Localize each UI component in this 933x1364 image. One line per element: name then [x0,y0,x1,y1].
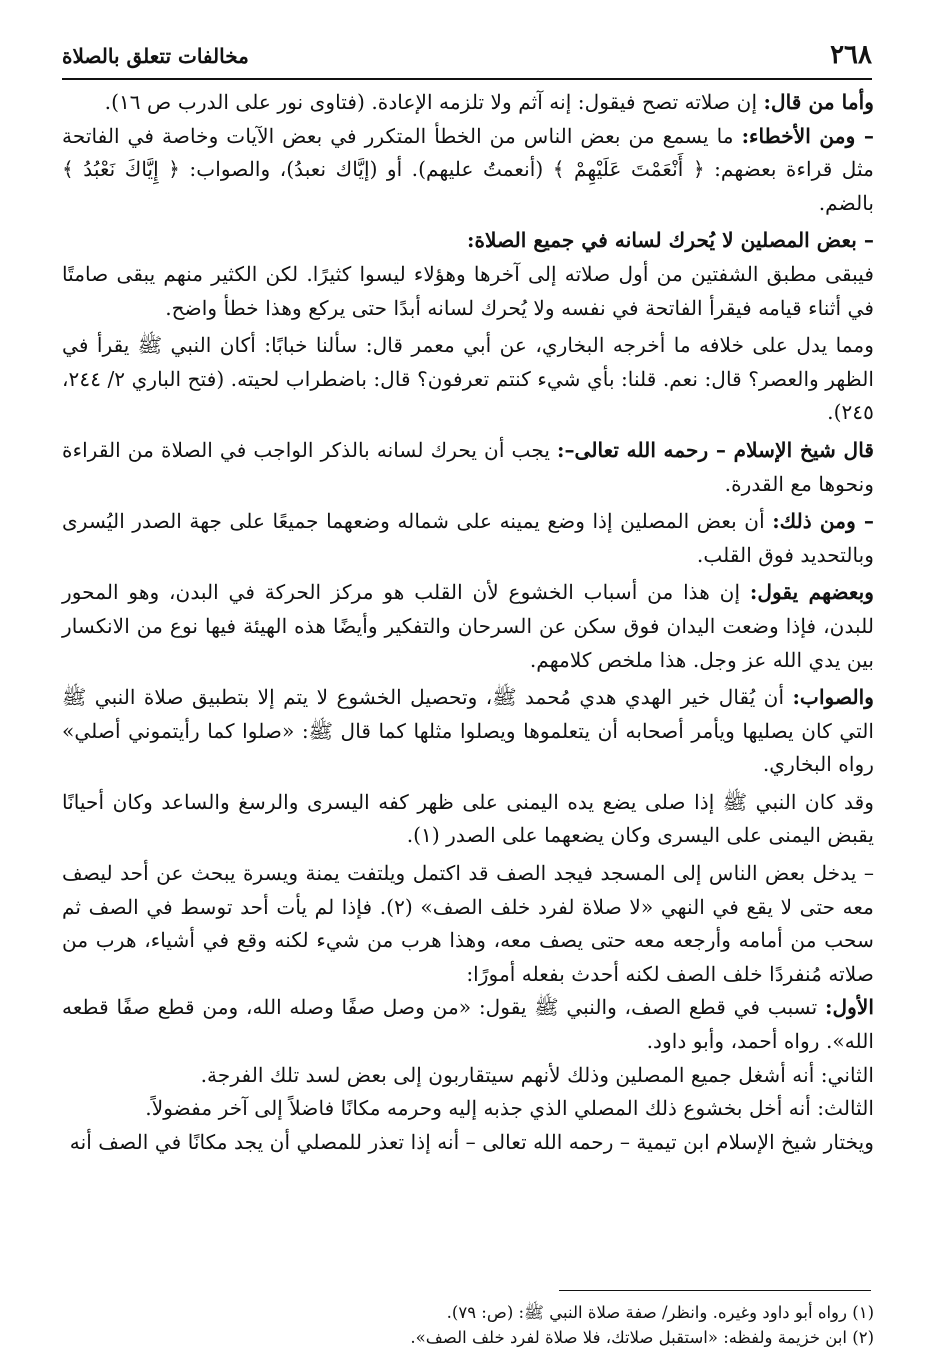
paragraph-text: ويختار شيخ الإسلام ابن تيمية – رحمه الله تعالى – أنه إذا تعذر للمصلي أن يجد مكانًا في الصف أنه [69,1129,874,1154]
paragraph [62,329,874,430]
footnote: (٢) ابن خزيمة ولفظه: «استقبل صلاتك، فلا صلاة لفرد خلف الصف». [410,1328,874,1347]
main-text [62,86,874,1159]
paragraph-lead: وأما من قال: [763,90,874,114]
paragraph [62,1059,874,1093]
paragraph-lead: الأول: [825,995,874,1020]
running-title: مخالفات تتعلق بالصلاة [62,44,249,68]
paragraph-text: أن يُقال خير الهدي هدي مُحمد ﷺ، وتحصيل الخشوع لا يتم إلا بتطبيق صلاة النبي ﷺ التي كان يصليها ويأمر أصحابه أن يتعلموها ويصلوا مثلها كما قال ﷺ: «صلوا كما رأيتموني أصلي» رواه البخاري. [62,685,874,777]
paragraph [62,1126,874,1160]
paragraph-text: تسبب في قطع الصف، والنبي ﷺ يقول: «من وصل صفًا وصله الله، ومن قطع صفًا قطعه الله». رواه أحمد، وأبو داود. [62,995,874,1054]
paragraph [62,505,874,572]
paragraph-text: فيبقى مطبق الشفتين من أول صلاته إلى آخرها وهؤلاء ليسوا كثيرًا. لكن الكثير منهم يبقى صامتًا في أثناء قيامه فيقرأ الفاتحة في نفسه ولا يُحرك لسانه أبدًا حتى يركع وهذا خطأ واضح. [62,261,874,320]
paragraph [62,224,874,258]
paragraph [62,857,874,991]
paragraph [62,786,874,853]
page-header [62,38,872,80]
paragraph-lead: – ومن الأخطاء: [741,123,874,148]
paragraph-text: أن بعض المصلين إذا وضع يمينه على شماله وضعهما جميعًا على جهة الصدر اليُسرى وبالتحديد فوق القلب. [62,509,874,567]
paragraph-text: الثاني: أنه أشغل جميع المصلين وذلك لأنهم سيتقاربون إلى بعض لسد تلك الفرجة. [200,1062,874,1087]
paragraph-lead: قال شيخ الإسلام – رحمه الله تعالى–: [557,437,874,462]
paragraph [62,120,874,221]
footnote-divider [559,1290,871,1291]
paragraph-text: – يدخل بعض الناس إلى المسجد فيجد الصف قد اكتمل ويلتفت يمنة ويسرة يبحث عن أحد ليصف معه حتى لا يقع في النهي «لا صلاة لفرد خلف الصف» (٢). فإذا لم يأت أحد توسط في الصف ثم سحب من أمامه وأرجعه معه حتى يصف معه، وهذا هرب من شيء لكنه وقع في أشياء، هرب من صلاته مُنفردًا خلف الصف لكنه أحدث بفعله أمورًا: [62,861,874,986]
paragraph [62,576,874,677]
section-heading: – بعض المصلين لا يُحرك لسانه في جميع الصلاة: [467,228,874,253]
footnotes [62,1300,874,1350]
paragraph-lead: والصواب: [792,685,874,710]
paragraph [62,991,874,1058]
paragraph [62,681,874,782]
paragraph-text: إن هذا من أسباب الخشوع لأن القلب هو مركز الحركة في البدن، وهو المحور للبدن، فإذا وضعت اليدان فوق سكن عن السرحان والتفكير وأيضًا هذه الهيئة فيها نوع من الانكسار بين يدي الله عز وجل. هذا ملخص كلامهم. [62,580,874,672]
paragraph-text: ما يسمع من بعض الناس من الخطأ المتكرر في بعض الآيات وخاصة في الفاتحة مثل قراءة بعضهم: ﴿ أَنْعَمْتَ عَلَيْهِمْ ﴾ (أنعمتُ عليهم). أو (إيَّاك نعبدُ)، والصواب: ﴿ إِيَّاكَ نَعْبُدُ ﴾ بالضم. [62,123,874,215]
footnote: (١) رواه أبو داود وغيره. وانظر/ صفة صلاة النبي ﷺ: (ص: ٧٩). [446,1303,874,1322]
paragraph [62,1092,874,1126]
paragraph [62,434,874,501]
paragraph [62,258,874,325]
paragraph-text: وقد كان النبي ﷺ إذا صلى يضع يده اليمنى على ظهر كفه اليسرى والرسغ والساعد وكان أحيانًا يقبض اليمنى على اليسرى وكان يضعهما على الصدر (١). [62,789,874,848]
paragraph-text: يجب أن يحرك لسانه بالذكر الواجب في الصلاة من القراءة ونحوها مع القدرة. [62,437,874,496]
paragraph-lead: وبعضهم يقول: [749,580,874,605]
paragraph-text: ومما يدل على خلافه ما أخرجه البخاري، عن أبي معمر قال: سألنا خبابًا: أكان النبي ﷺ يقرأ في الظهر والعصر؟ قال: نعم. قلنا: بأي شيء كنتم تعرفون؟ قال: باضطراب لحيته. (فتح الباري ٢/ ٢٤٤، ٢٤٥). [62,333,875,425]
paragraph [62,86,874,120]
page-number: ٢٦٨ [830,40,872,70]
paragraph-text: إن صلاته تصح فيقول: إنه آثم ولا تلزمه الإعادة. (فتاوى نور على الدرب ص ١٦). [104,90,764,114]
paragraph-text: الثالث: أنه أخل بخشوع ذلك المصلي الذي جذبه إليه وحرمه مكانًا فاضلاً إلى آخر مفضولاً. [145,1096,874,1121]
paragraph-lead: – ومن ذلك: [772,509,874,534]
